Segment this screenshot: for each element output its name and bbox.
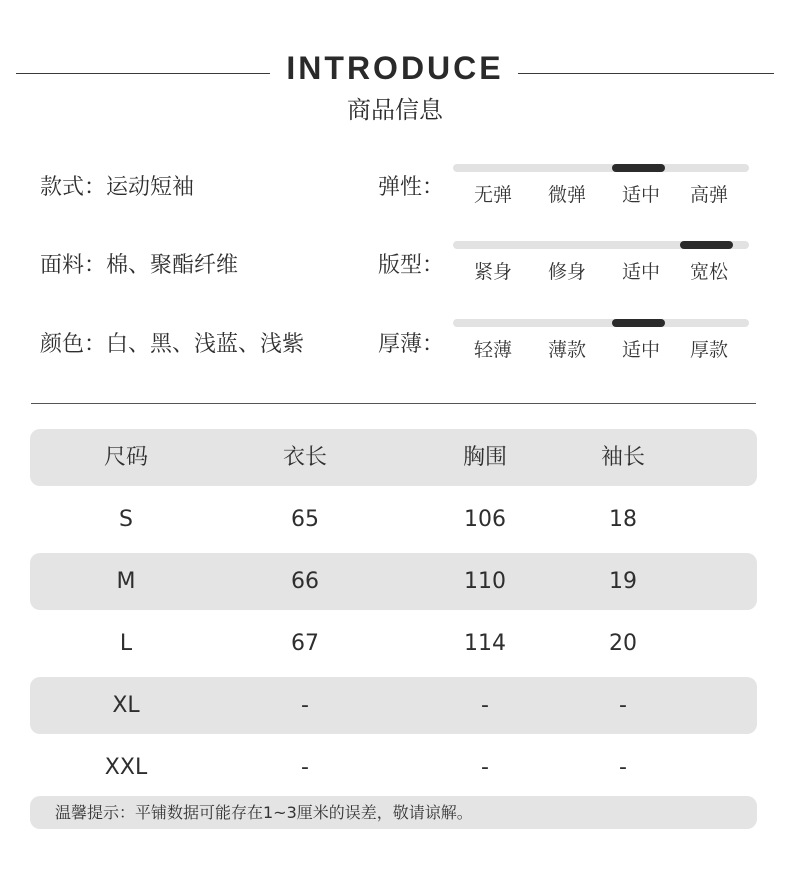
header-length: 衣长	[282, 445, 327, 470]
cell-length: 65	[291, 507, 319, 532]
header-chest: 胸围	[462, 445, 507, 470]
cell-size: L	[119, 631, 133, 656]
cell-sleeve: -	[619, 755, 627, 780]
scale-option: 适中	[621, 184, 660, 206]
table-row	[30, 677, 757, 734]
scale-option: 薄款	[547, 339, 586, 361]
cell-size: S	[119, 507, 133, 532]
cell-chest: -	[481, 755, 489, 780]
table-row	[30, 615, 757, 672]
cell-length: -	[301, 693, 309, 718]
scale-label-fit: 版型：	[378, 253, 445, 278]
scale-option: 厚款	[689, 339, 728, 361]
scale-option: 微弹	[547, 184, 586, 206]
cell-size: XL	[112, 693, 140, 718]
cell-length: 67	[291, 631, 319, 656]
cell-length: 66	[291, 569, 319, 594]
attr-style: 款式：运动短袖	[40, 175, 195, 200]
header-sleeve: 袖长	[600, 445, 645, 470]
scale-option: 高弹	[689, 184, 728, 206]
scale-option: 宽松	[689, 261, 728, 283]
cell-sleeve: 18	[609, 507, 637, 532]
header-size: 尺码	[103, 445, 148, 470]
cell-size: M	[116, 569, 136, 594]
scale-marker	[680, 241, 733, 249]
page-title-cn: 商品信息	[347, 96, 443, 124]
scale-elasticity	[453, 164, 749, 214]
scale-marker	[612, 319, 665, 327]
cell-sleeve: 19	[609, 569, 637, 594]
scale-option: 无弹	[473, 184, 512, 206]
scale-label-elasticity: 弹性：	[378, 175, 445, 200]
cell-size: XXL	[104, 755, 148, 780]
scale-option: 紧身	[473, 261, 512, 283]
scale-option: 修身	[547, 261, 586, 283]
table-row	[30, 553, 757, 610]
page-title-en: INTRODUCE	[286, 50, 504, 86]
section-divider	[31, 403, 756, 404]
scale-marker	[612, 164, 665, 172]
scale-track	[453, 164, 749, 172]
attr-colors: 颜色：白、黑、浅蓝、浅紫	[40, 332, 305, 357]
scale-fit	[453, 241, 749, 291]
table-row	[30, 739, 757, 796]
attr-fabric: 面料：棉、聚酯纤维	[40, 253, 239, 278]
scale-track	[453, 319, 749, 327]
table-row	[30, 491, 757, 548]
cell-sleeve: -	[619, 693, 627, 718]
cell-chest: 114	[464, 631, 506, 656]
cell-length: -	[301, 755, 309, 780]
scale-option: 轻薄	[473, 339, 512, 361]
table-header-row	[30, 429, 757, 486]
scale-option: 适中	[621, 261, 660, 283]
cell-chest: 106	[464, 507, 506, 532]
scale-thickness	[453, 319, 749, 369]
scale-label-thickness: 厚薄：	[378, 332, 445, 357]
cell-chest: 110	[464, 569, 506, 594]
cell-chest: -	[481, 693, 489, 718]
scale-option: 适中	[621, 339, 660, 361]
cell-sleeve: 20	[609, 631, 637, 656]
measurement-note: 温馨提示：平铺数据可能存在1~3厘米的误差，敬请谅解。	[30, 796, 757, 829]
